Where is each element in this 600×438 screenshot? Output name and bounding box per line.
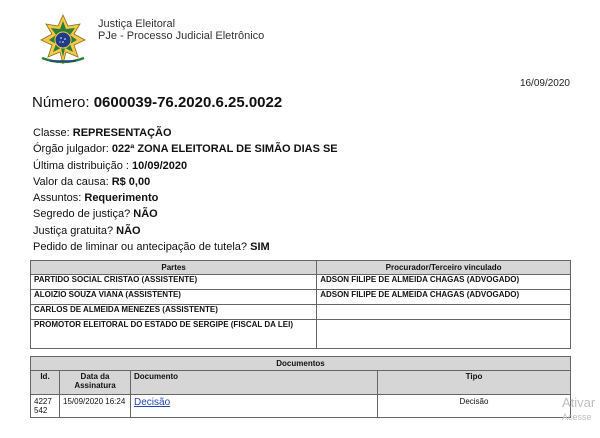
parte-cell: CARLOS DE ALMEIDA MENEZES (ASSISTENTE) bbox=[31, 305, 317, 320]
windows-activation-watermark bbox=[562, 396, 595, 424]
distribuicao-row bbox=[33, 158, 338, 174]
assuntos-label: Assuntos: bbox=[33, 192, 82, 205]
assuntos-value: Requerimento bbox=[84, 192, 159, 205]
distribuicao-value: 10/09/2020 bbox=[132, 159, 188, 172]
doc-id-cell: 4227542 bbox=[31, 395, 60, 418]
gratuita-row bbox=[33, 223, 338, 239]
classe-value: REPRESENTAÇÃO bbox=[72, 127, 172, 139]
process-number-value: 0600039-76.2020.6.25.0022 bbox=[93, 94, 283, 111]
parte-cell: ALOIZIO SOUZA VIANA (ASSISTENTE) bbox=[31, 290, 317, 305]
procurador-cell bbox=[317, 320, 571, 349]
procurador-cell: ADSON FILIPE DE ALMEIDA CHAGAS (ADVOGADO) bbox=[317, 275, 571, 290]
classe-label: Classe: bbox=[33, 127, 70, 139]
process-number-label: Número: bbox=[32, 94, 90, 111]
parte-cell: PROMOTOR ELEITORAL DO ESTADO DE SERGIPE (FISCAL DA LEI) bbox=[31, 320, 317, 349]
header-line-2: PJe - Processo Judicial Eletrônico bbox=[98, 30, 265, 42]
procurador-cell: ADSON FILIPE DE ALMEIDA CHAGAS (ADVOGADO) bbox=[317, 290, 571, 305]
watermark-line-2: Acesse bbox=[562, 412, 592, 422]
decisao-document-link[interactable]: Decisão bbox=[134, 397, 171, 408]
doc-date-cell: 15/09/2020 16:24 bbox=[60, 395, 131, 418]
distribuicao-label: Última distribuição : bbox=[33, 159, 129, 172]
table-row bbox=[31, 395, 571, 418]
table-row bbox=[31, 305, 571, 320]
documentos-table bbox=[30, 356, 571, 418]
partes-table bbox=[30, 260, 571, 349]
parte-cell: PARTIDO SOCIAL CRISTAO (ASSISTENTE) bbox=[31, 275, 317, 290]
segredo-value: NÃO bbox=[133, 208, 158, 221]
orgao-value: 022ª ZONA ELEITORAL DE SIMÃO DIAS SE bbox=[111, 143, 338, 156]
header-line-1: Justiça Eleitoral bbox=[98, 18, 176, 30]
valor-label: Valor da causa: bbox=[33, 175, 109, 188]
doc-type-cell: Decisão bbox=[378, 395, 571, 418]
liminar-label: Pedido de liminar ou antecipação de tutela? bbox=[33, 241, 248, 254]
partes-header: Partes bbox=[31, 261, 317, 275]
valor-value: R$ 0,00 bbox=[111, 175, 151, 188]
liminar-row bbox=[33, 239, 338, 255]
orgao-row bbox=[33, 141, 338, 157]
liminar-value: SIM bbox=[250, 241, 270, 254]
process-info bbox=[33, 125, 338, 255]
print-date: 16/09/2020 bbox=[519, 78, 570, 89]
classe-row bbox=[33, 125, 338, 141]
process-number bbox=[32, 94, 282, 111]
procurador-header: Procurador/Terceiro vinculado bbox=[317, 261, 571, 275]
id-header: Id. bbox=[31, 371, 60, 395]
orgao-label: Órgão julgador: bbox=[33, 143, 109, 156]
doc-name-cell bbox=[131, 395, 378, 418]
documento-header: Documento bbox=[131, 371, 378, 395]
documentos-title: Documentos bbox=[31, 357, 571, 371]
segredo-row bbox=[33, 206, 338, 222]
assuntos-row bbox=[33, 190, 338, 206]
valor-row bbox=[33, 174, 338, 190]
table-row bbox=[31, 290, 571, 305]
tipo-header: Tipo bbox=[378, 371, 571, 395]
procurador-cell bbox=[317, 305, 571, 320]
document-header bbox=[38, 14, 264, 66]
table-row bbox=[31, 275, 571, 290]
table-row bbox=[31, 320, 571, 349]
gratuita-label: Justiça gratuita? bbox=[33, 224, 114, 237]
segredo-label: Segredo de justiça? bbox=[33, 208, 131, 221]
brazil-coat-of-arms-icon bbox=[38, 14, 88, 66]
gratuita-value: NÃO bbox=[116, 224, 141, 237]
data-assinatura-header: Data da Assinatura bbox=[60, 371, 131, 395]
watermark-line-1: Ativar bbox=[562, 395, 596, 410]
